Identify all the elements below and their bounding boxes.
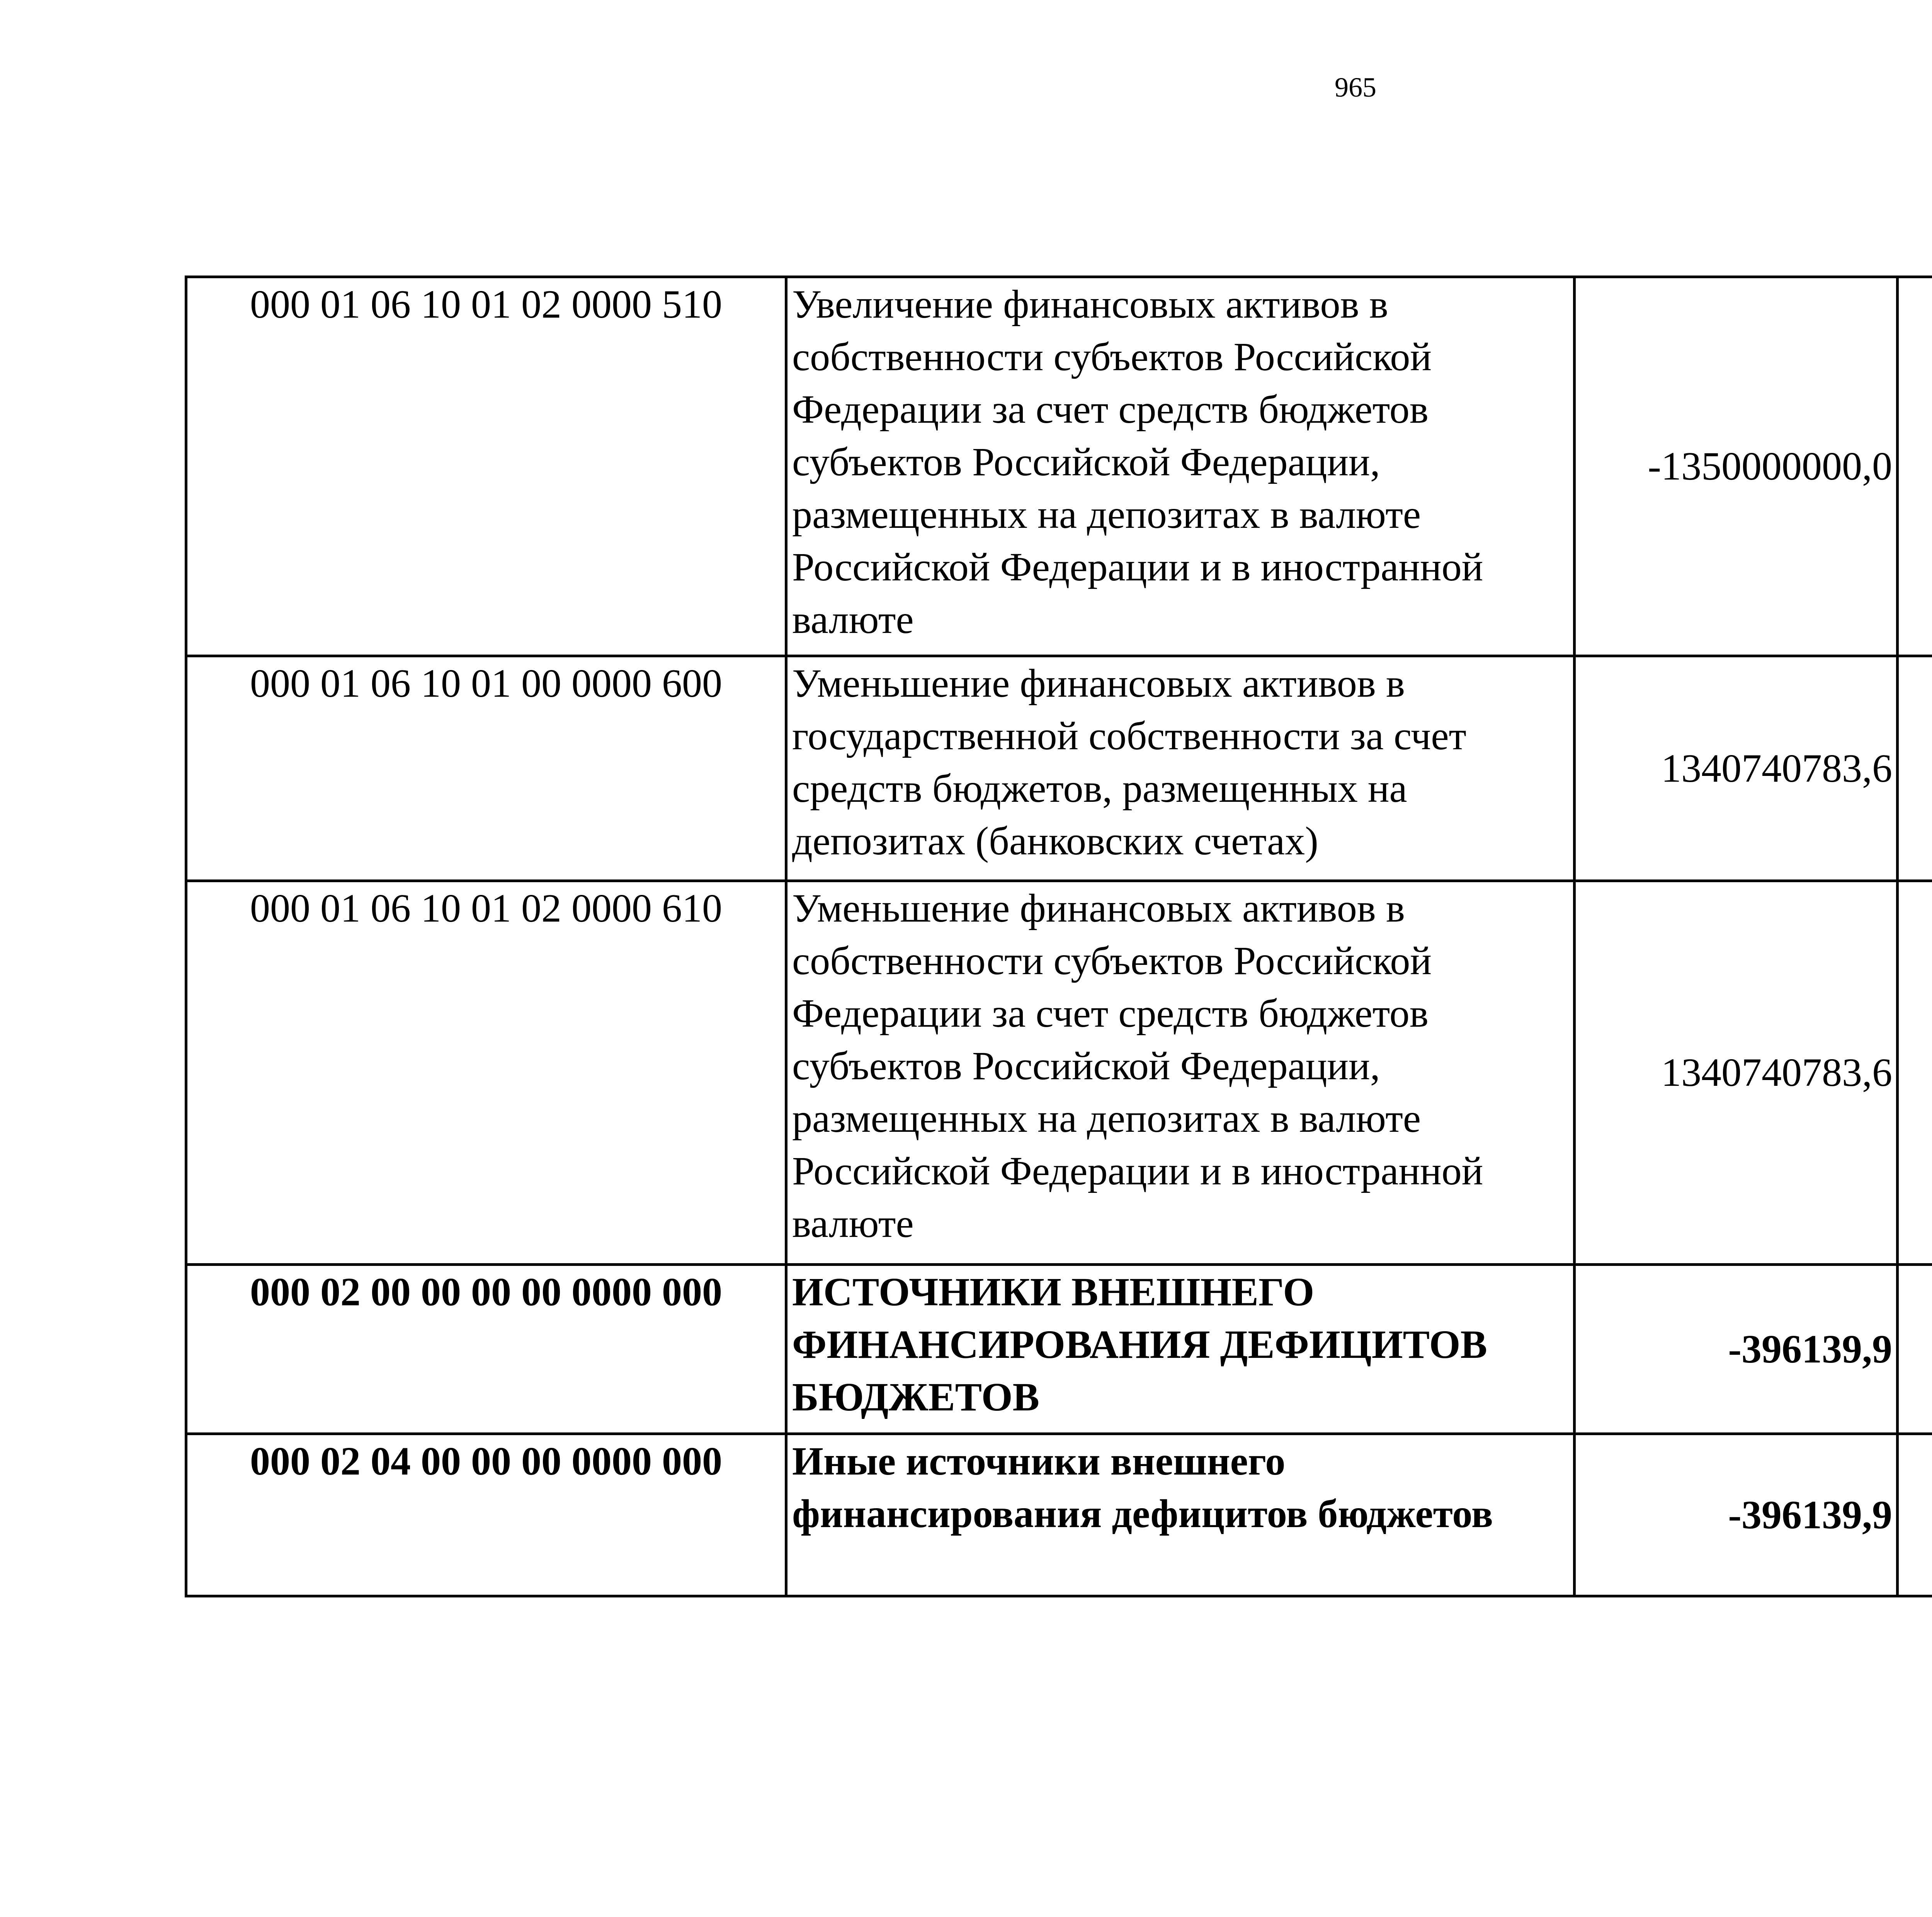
classification-code: 000 02 04 00 00 00 0000 000 <box>186 1434 786 1596</box>
classification-code: 000 01 06 10 01 02 0000 610 <box>186 881 786 1265</box>
item-name: Иные источники внешнего финансирования дефицитов бюджетов <box>786 1434 1575 1596</box>
table-row <box>186 881 1932 1265</box>
table-row <box>186 277 1932 656</box>
amount-year-2 <box>1898 1434 1932 1596</box>
amount-year-1: -396139,9 <box>1575 1265 1898 1434</box>
amount-year-2 <box>1898 277 1932 656</box>
item-name: Увеличение финансовых активов в собственности субъектов Российской Федерации за счет средств бюджетов субъектов Российской Федерации, размещенных на депозитах в валюте Российской Федерации и в иностранной валюте <box>786 277 1575 656</box>
item-name: Уменьшение финансовых активов в собственности субъектов Российской Федерации за счет средств бюджетов субъектов Российской Федерации, размещенных на депозитах в валюте Российской Федерации и в иностранной валюте <box>786 881 1575 1265</box>
page-number: 965 <box>1335 72 1376 103</box>
classification-code: 000 01 06 10 01 02 0000 510 <box>186 277 786 656</box>
amount-year-2 <box>1898 1265 1932 1434</box>
amount-year-1: -1350000000,0 <box>1575 277 1898 656</box>
amount-year-2 <box>1898 881 1932 1265</box>
item-name: Уменьшение финансовых активов в государственной собственности за счет средств бюджетов, размещенных на депозитах (банковских счетах) <box>786 656 1575 881</box>
classification-code: 000 01 06 10 01 00 0000 600 <box>186 656 786 881</box>
item-name: ИСТОЧНИКИ ВНЕШНЕГО ФИНАНСИРОВАНИЯ ДЕФИЦИТОВ БЮДЖЕТОВ <box>786 1265 1575 1434</box>
table-row <box>186 1265 1932 1434</box>
amount-year-1: -396139,9 <box>1575 1434 1898 1596</box>
amount-year-1: 1340740783,6 <box>1575 656 1898 881</box>
amount-year-2 <box>1898 656 1932 881</box>
table-row <box>186 1434 1932 1596</box>
amount-year-1: 1340740783,6 <box>1575 881 1898 1265</box>
table-row <box>186 656 1932 881</box>
classification-code: 000 02 00 00 00 00 0000 000 <box>186 1265 786 1434</box>
budget-sources-table <box>185 276 1932 1597</box>
